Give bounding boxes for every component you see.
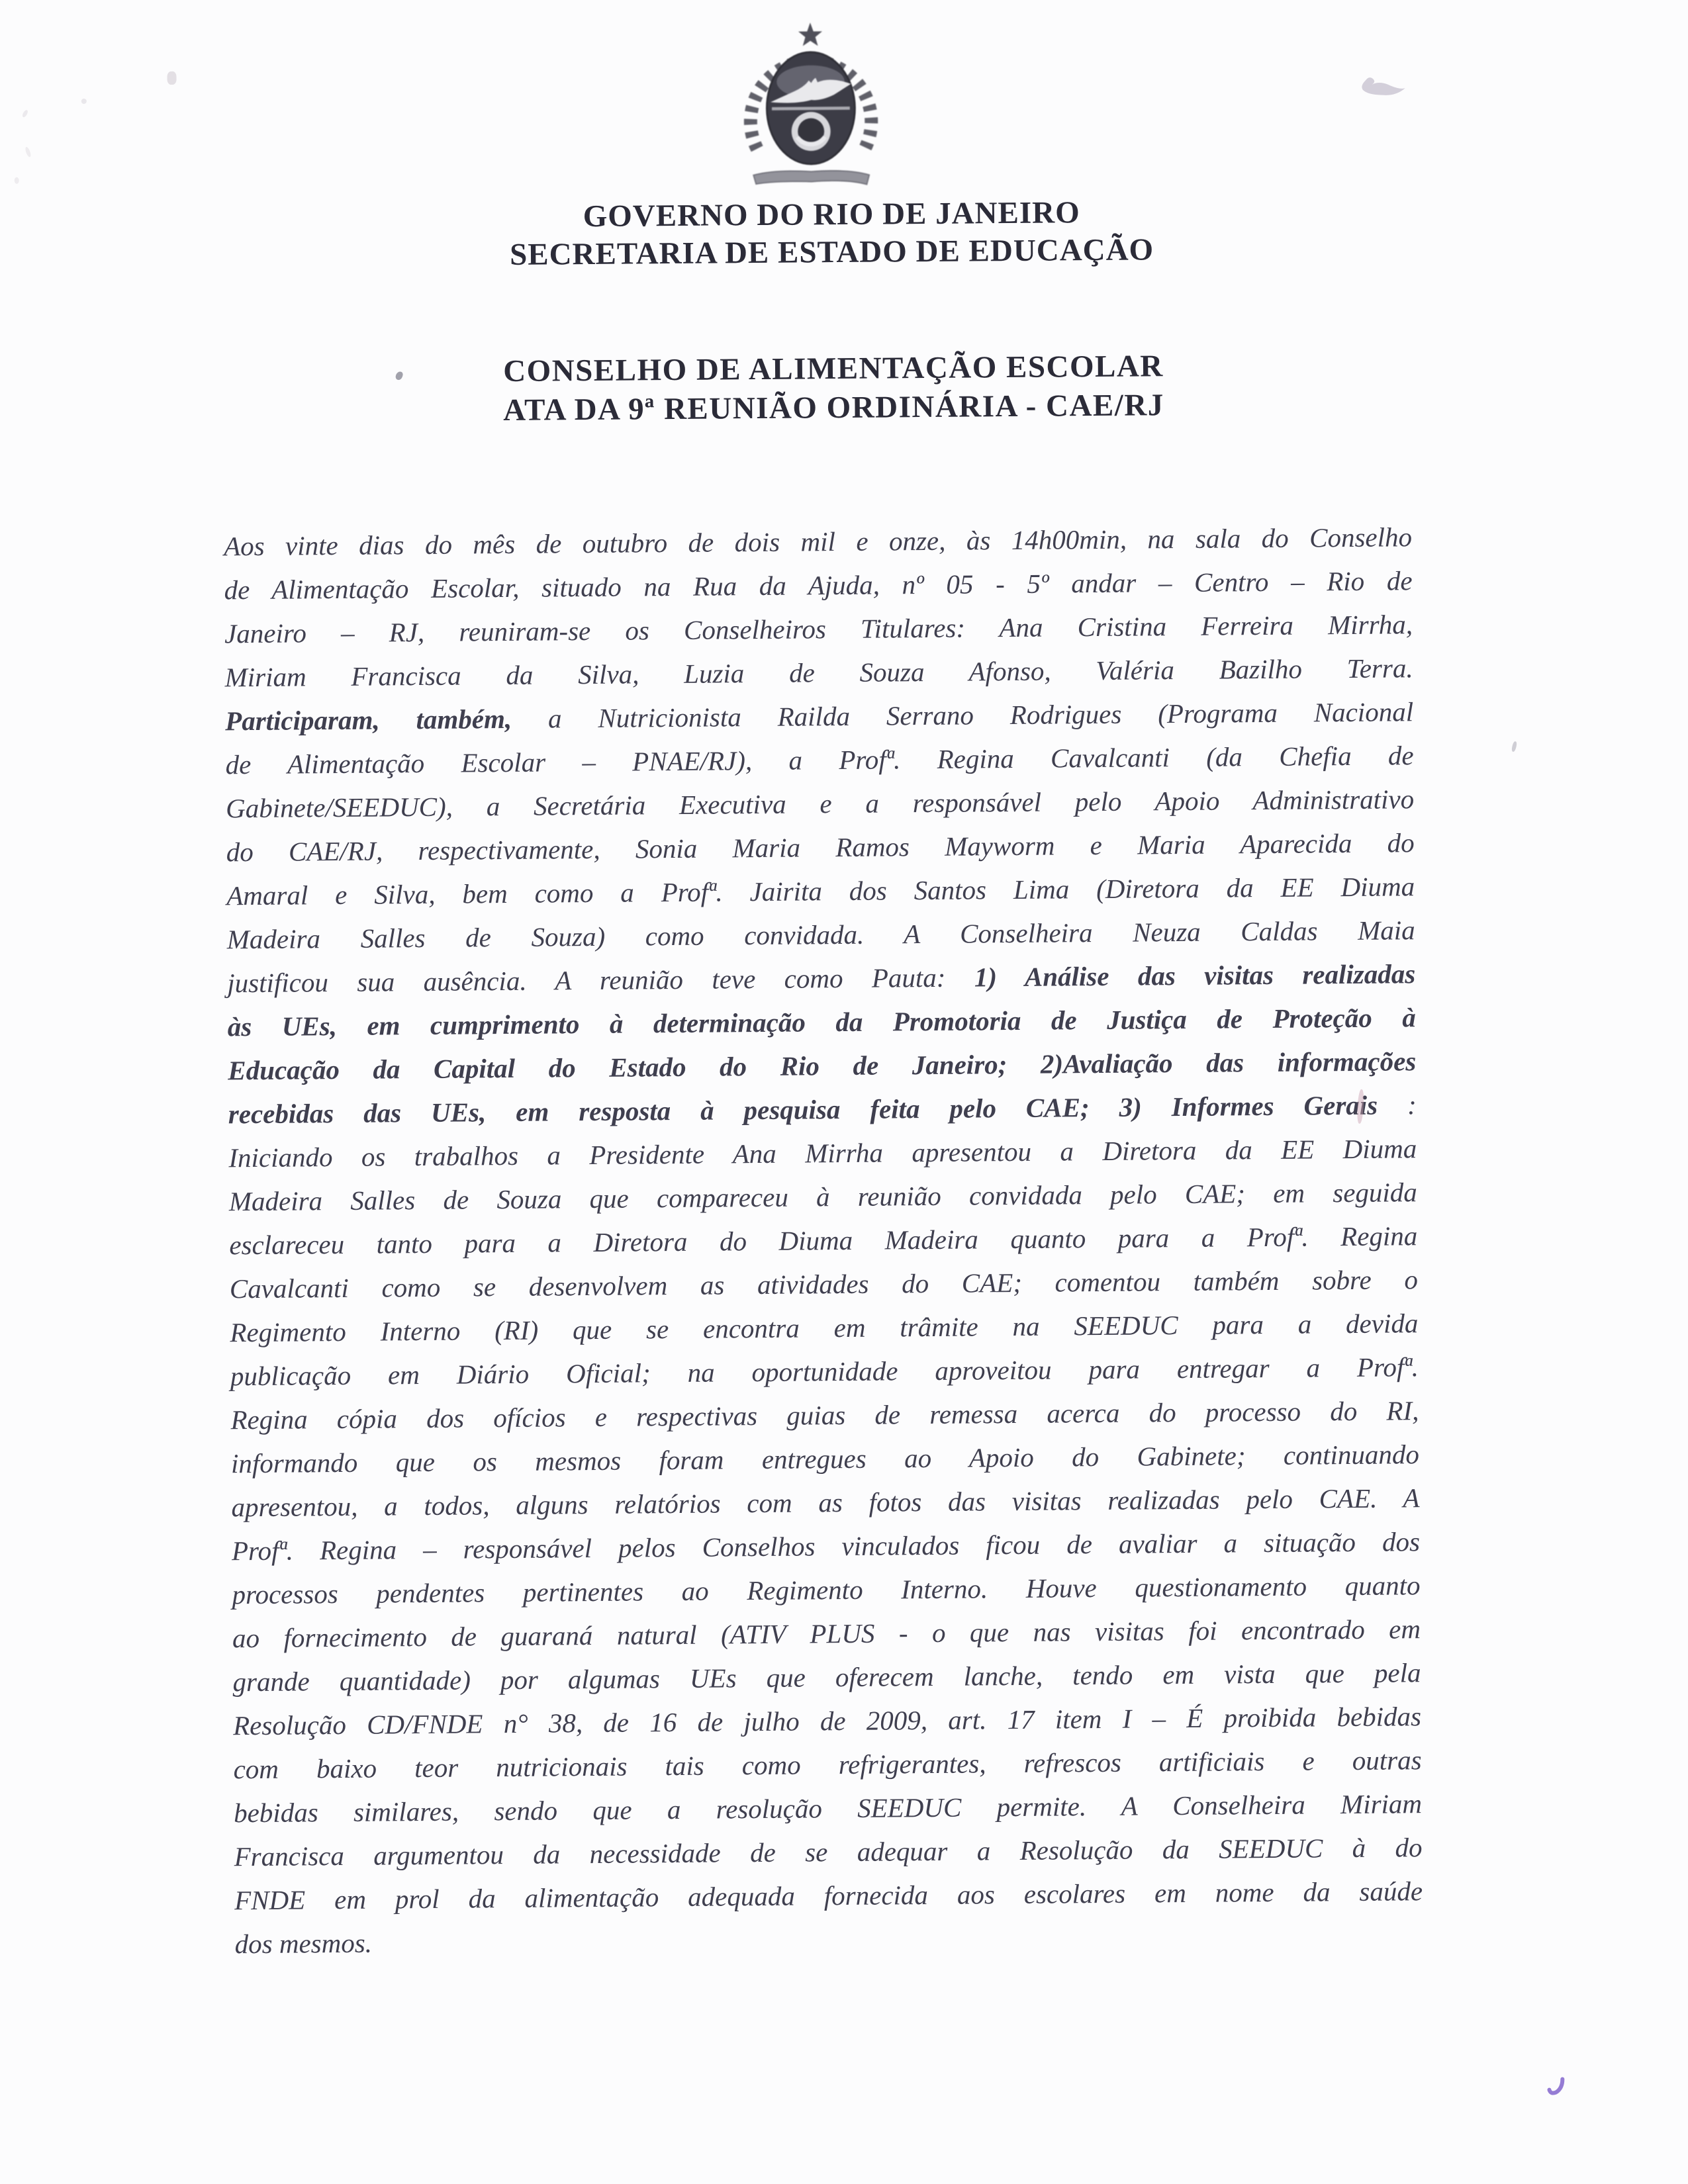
text-line: do CAE/RJ, respectivamente, Sonia Maria Ramos Mayworm e Maria Aparecida do (226, 827, 1415, 868)
org-header (0, 189, 1669, 278)
text-line: Resolução CD/FNDE n° 38, de 16 de julho de 2009, art. 17 item I – É proibida bebidas (232, 1701, 1422, 1741)
text-line: às UEs, em cumprimento à determinação da Promotoria de Justiça de Proteção à (227, 1002, 1416, 1042)
text-line: informando que os mesmos foram entregues ao Apoio do Gabinete; continuando (230, 1439, 1420, 1479)
text-line: dos mesmos. (234, 1927, 373, 1960)
scan-speck (21, 109, 28, 118)
text-line: Aos vinte dias do mês de outubro de dois mil e onze, às 14h00min, na sala do Conselho (223, 522, 1413, 562)
text-line: justificou sua ausência. A reunião teve como Pauta: 1) Análise das visitas realizadas (227, 958, 1416, 999)
scan-speck (15, 177, 19, 184)
page-title-line1: CONSELHO DE ALIMENTAÇÃO ESCOLAR (503, 349, 1164, 389)
text-line: Profª. Regina – responsável pelos Conselhos vinculados ficou de avaliar a situação dos (231, 1526, 1421, 1567)
scan-speck (167, 71, 176, 85)
text-line: Cavalcanti como se desenvolvem as atividades do CAE; comentou também sobre o (229, 1264, 1419, 1304)
text-line: recebidas das UEs, em resposta à pesquisa feita pelo CAE; 3) Informes Gerais : (228, 1089, 1417, 1130)
text-line: Iniciando os trabalhos a Presidente Ana Mirrha apresentou a Diretora da EE Diuma (228, 1133, 1417, 1173)
text-line: Gabinete/SEEDUC), a Secretária Executiva e a responsável pelo Apoio Administrativo (226, 784, 1415, 824)
text-line: Madeira Salles de Souza) como convidada. A Conselheira Neuza Caldas Maia (226, 915, 1415, 955)
text-line: grande quantidade) por algumas UEs que oferecem lanche, tendo em vista que pela (232, 1657, 1421, 1698)
scan-speck (81, 99, 87, 104)
text-line: de Alimentação Escolar – PNAE/RJ), a Profª. Regina Cavalcanti (da Chefia de (225, 740, 1414, 780)
text-line: apresentou, a todos, alguns relatórios com as fotos das visitas realizadas pelo CAE. A (231, 1482, 1420, 1523)
text-line: ao fornecimento de guaraná natural (ATIV PLUS - o que nas visitas foi encontrado em (232, 1614, 1421, 1654)
text-line: FNDE em prol da alimentação adequada fornecida aos escolares em nome da saúde (234, 1876, 1423, 1916)
minutes-body-text (224, 515, 1423, 1966)
text-line: Regina cópia dos ofícios e respectivas guias de remessa acerca do processo do RI, (230, 1395, 1419, 1435)
text-line: esclareceu tanto para a Diretora do Diuma Madeira quanto para a Profª. Regina (229, 1220, 1418, 1261)
text-line: Regimento Interno (RI) que se encontra em trâmite na SEEDUC para a devida (230, 1308, 1419, 1348)
text-line: Madeira Salles de Souza que compareceu à reunião convidada pelo CAE; em seguida (228, 1177, 1417, 1217)
text-line: com baixo teor nutricionais tais como refrigerantes, refrescos artificiais e outras (233, 1745, 1422, 1785)
seal-star (798, 23, 822, 46)
scan-speck (24, 146, 32, 158)
text-line: Francisca argumentou da necessidade de se adequar a Resolução da SEEDUC à do (234, 1832, 1423, 1872)
text-line: Miriam Francisca da Silva, Luzia de Souza Afonso, Valéria Bazilho Terra. (224, 653, 1413, 693)
text-line: bebidas similares, sendo que a resolução SEEDUC permite. A Conselheira Miriam (233, 1788, 1423, 1829)
page-title-line2: ATA DA 9ª REUNIÃO ORDINÁRIA - CAE/RJ (502, 388, 1164, 428)
text-line: Amaral e Silva, bem como a Profª. Jairita dos Santos Lima (Diretora da EE Diuma (226, 871, 1415, 911)
org-name-line1: GOVERNO DO RIO DE JANEIRO (583, 195, 1080, 234)
text-line: de Alimentação Escolar, situado na Rua da Ajuda, nº 05 - 5º andar – Centro – Rio de (224, 565, 1413, 606)
gray-smudge-artifact (1356, 72, 1408, 107)
text-line: processos pendentes pertinentes ao Regimento Interno. Houve questionamento quanto (232, 1570, 1421, 1610)
scan-speck (1511, 741, 1518, 752)
text-line: Educação da Capital do Estado do Rio de Janeiro; 2)Avaliação das informações (228, 1046, 1417, 1086)
purple-pen-checkmark (1546, 2076, 1569, 2100)
text-line: publicação em Diário Oficial; na oportunidade aproveitou para entregar a Profª. (230, 1351, 1419, 1392)
document-title (0, 343, 1671, 434)
text-line: Participaram, também, a Nutricionista Railda Serrano Rodrigues (Programa Nacional (224, 696, 1414, 737)
text-line: Janeiro – RJ, reuniram-se os Conselheiros Titulares: Ana Cristina Ferreira Mirrha, (224, 609, 1413, 649)
state-seal-icon (731, 19, 890, 197)
org-name-line2: SECRETARIA DE ESTADO DE EDUCAÇÃO (509, 232, 1154, 272)
